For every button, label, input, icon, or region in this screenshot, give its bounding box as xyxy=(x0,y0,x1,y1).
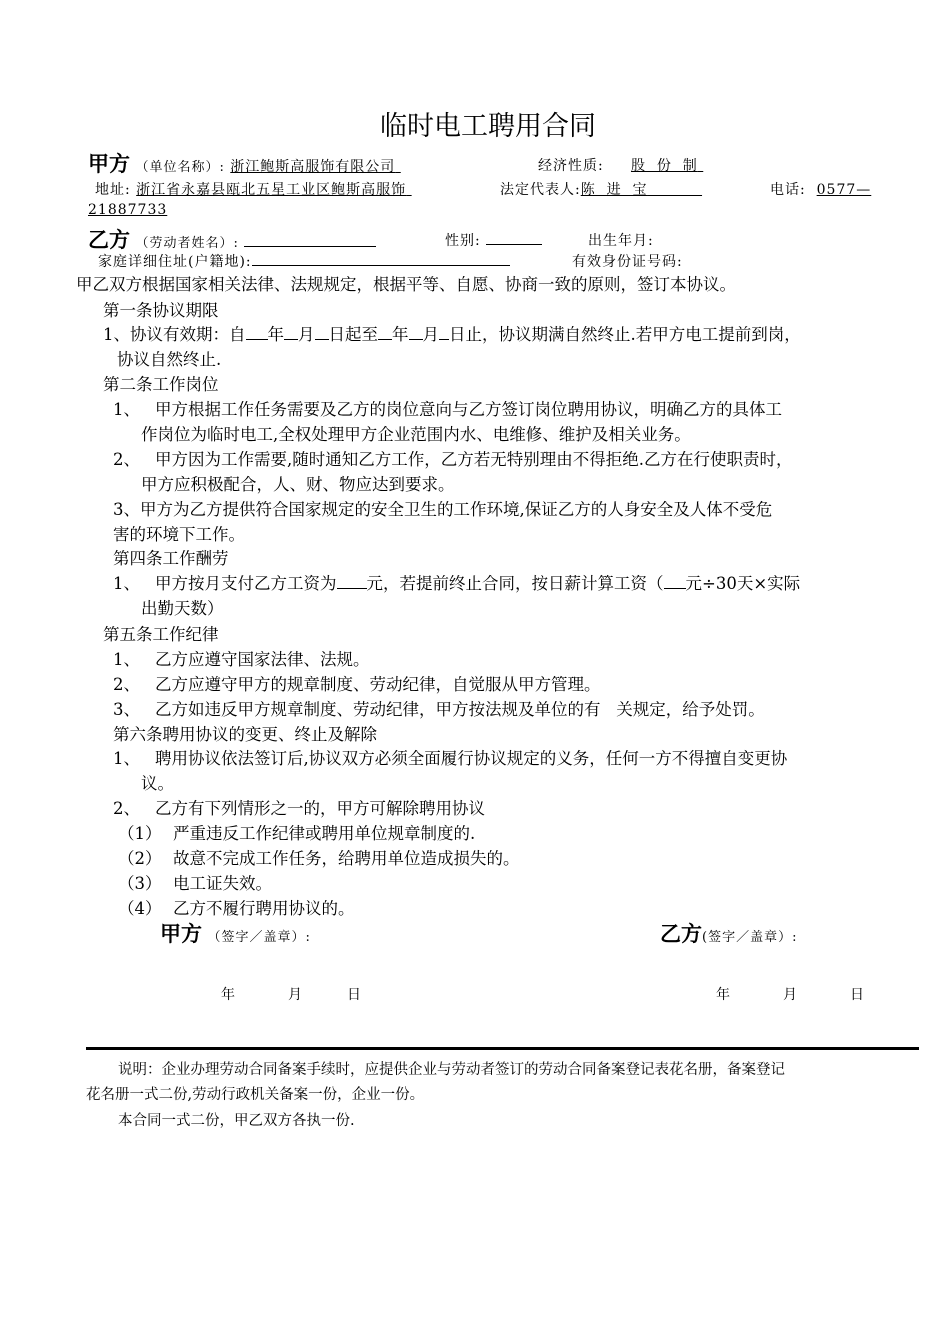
article5-heading: 第五条工作纪律 xyxy=(103,625,219,644)
article1-item1 xyxy=(103,322,801,347)
sig-b-month: 月 xyxy=(783,987,798,1003)
party-a-address-row xyxy=(95,179,412,199)
sig-a-month: 月 xyxy=(288,987,303,1003)
a1-text-a: 1、协议有效期：自 xyxy=(103,325,246,344)
a1-text-b: 年 xyxy=(267,325,284,344)
party-b-birth xyxy=(588,230,654,250)
article2-item3-l2: 害的环境下工作。 xyxy=(113,525,245,544)
party-a-name-row xyxy=(88,148,401,178)
article5-item1-text: 乙方应遵守国家法律、法规。 xyxy=(155,650,370,669)
phone-value-b: 21887733 xyxy=(88,202,168,218)
party-a-name-value: 浙江鲍斯高服饰有限公司 xyxy=(230,159,396,175)
sub-item-4-num: （4） xyxy=(118,899,162,918)
article2-item2-l1: 甲方因为工作需要,随时通知乙方工作，乙方若无特别理由不得拒绝.乙方在行使职责时， xyxy=(155,450,793,469)
econ-value: 股 份 制 xyxy=(630,158,698,174)
article2-item1-l2: 作岗位为临时电工,全权处理甲方企业范围内水、电维修、维护及相关业务。 xyxy=(141,425,691,444)
sub-item-1-num: （1） xyxy=(118,824,162,843)
party-b-gender xyxy=(445,230,542,250)
article2-item1-l1: 甲方根据工作任务需要及乙方的岗位意向与乙方签订岗位聘用协议，明确乙方的具体工 xyxy=(155,400,782,419)
a1-text-g: 日止，协议期满自然终止.若甲方电工提前到岗， xyxy=(449,325,801,344)
article2-heading: 第二条工作岗位 xyxy=(103,375,219,394)
sig-b-note: (签字／盖章）: xyxy=(702,930,798,945)
article1-heading: 第一条协议期限 xyxy=(103,301,219,320)
sub-item-3-text: 电工证失效。 xyxy=(173,874,272,893)
econ-label: 经济性质: xyxy=(538,158,604,174)
divider-line xyxy=(86,1047,919,1050)
party-b-addr-blank xyxy=(252,251,510,266)
note-line-1: 说明：企业办理劳动合同备案手续时，应提供企业与劳动者签订的劳动合同备案登记表花名册，备案登记 xyxy=(118,1062,785,1078)
party-a-addr-value: 浙江省永嘉县瓯北五星工业区鲍斯高服饰 xyxy=(136,182,407,198)
article5-item2-text: 乙方应遵守甲方的规章制度、劳动纪律，自觉服从甲方管理。 xyxy=(155,675,601,694)
article6-item2-num: 2、 xyxy=(113,799,140,818)
sub-item-4-text: 乙方不履行聘用协议的。 xyxy=(173,899,355,918)
party-a-econ xyxy=(538,155,703,175)
article5-item3-text: 乙方如违反甲方规章制度、劳动纪律，甲方按法规及单位的有 关规定，给予处罚。 xyxy=(155,700,765,719)
sig-a-label: 甲方 xyxy=(160,922,202,946)
document-title: 临时电工聘用合同 xyxy=(380,111,596,142)
article6-item1-l1: 聘用协议依法签订后,协议双方必须全面履行协议规定的义务，任何一方不得擅自变更协 xyxy=(155,749,788,768)
a4-text-a: 甲方按月支付乙方工资为 xyxy=(155,574,337,593)
article4-heading: 第四条工作酬劳 xyxy=(113,549,229,568)
a4-text-c: 元÷30天×实际 xyxy=(685,574,801,593)
sig-a-note: （签字／盖章）: xyxy=(207,930,311,945)
article5-item2-num: 2、 xyxy=(113,675,140,694)
sub-item-2-text: 故意不完成工作任务，给聘用单位造成损失的。 xyxy=(173,849,520,868)
a4-text-b: 元，若提前终止合同，按日薪计算工资（ xyxy=(366,574,664,593)
party-a-label: 甲方 xyxy=(88,152,130,176)
article1-item1-cont: 协议自然终止. xyxy=(117,350,222,369)
intro-text: 甲乙双方根据国家相关法律、法规规定，根据平等、自愿、协商一致的原则，签订本协议。 xyxy=(76,275,736,294)
article2-item1-num: 1、 xyxy=(113,400,140,419)
party-b-id xyxy=(572,251,683,271)
sub-item-2-num: （2） xyxy=(118,849,162,868)
a1-text-f: 月 xyxy=(422,325,439,344)
id-label: 有效身份证号码: xyxy=(572,254,683,270)
phone-value-a: 0577— xyxy=(816,182,872,198)
birth-label: 出生年月: xyxy=(588,233,654,249)
party-b-name-row xyxy=(88,224,376,254)
gender-blank xyxy=(486,230,542,245)
article2-item3-l1: 3、甲方为乙方提供符合国家规定的安全卫生的工作环境,保证乙方的人身安全及人体不受危 xyxy=(113,500,773,519)
party-b-signature xyxy=(660,918,797,948)
article6-heading: 第六条聘用协议的变更、终止及解除 xyxy=(113,725,377,744)
phone-label: 电话: xyxy=(770,182,806,198)
a1-text-d: 日起至 xyxy=(328,325,378,344)
article4-item1-num: 1、 xyxy=(113,574,140,593)
sig-a-year: 年 xyxy=(221,987,236,1003)
note-line-2: 花名册一式二份,劳动行政机关备案一份，企业一份。 xyxy=(86,1087,425,1103)
party-a-name-label: （单位名称）: xyxy=(135,160,225,175)
article4-item1 xyxy=(155,571,800,596)
party-b-label: 乙方 xyxy=(88,228,130,252)
sub-item-1-text: 严重违反工作纪律或聘用单位规章制度的. xyxy=(173,824,476,843)
a1-text-c: 月 xyxy=(298,325,315,344)
article5-item1-num: 1、 xyxy=(113,650,140,669)
legal-value: 陈 进 宝 xyxy=(580,182,648,198)
article2-item2-num: 2、 xyxy=(113,450,140,469)
party-b-name-label: （劳动者姓名）: xyxy=(135,236,239,251)
party-b-addr-label: 家庭详细住址(户籍地): xyxy=(98,254,252,270)
party-a-phone xyxy=(770,179,871,199)
note-line-3: 本合同一式二份，甲乙双方各执一份. xyxy=(118,1113,355,1129)
article4-item1-l2: 出勤天数） xyxy=(141,599,224,618)
sig-b-year: 年 xyxy=(716,987,731,1003)
party-a-addr-label: 地址: xyxy=(95,182,131,198)
legal-label: 法定代表人: xyxy=(500,182,581,198)
party-a-signature xyxy=(160,918,311,948)
article2-item2-l2: 甲方应积极配合，人、财、物应达到要求。 xyxy=(141,475,455,494)
article6-item2-text: 乙方有下列情形之一的，甲方可解除聘用协议 xyxy=(155,799,485,818)
a1-text-e: 年 xyxy=(392,325,409,344)
article6-item1-l2: 议。 xyxy=(141,774,174,793)
party-b-name-blank xyxy=(244,232,376,247)
article5-item3-num: 3、 xyxy=(113,700,140,719)
sub-item-3-num: （3） xyxy=(118,874,162,893)
sig-b-label: 乙方 xyxy=(660,922,702,946)
gender-label: 性别: xyxy=(445,233,481,249)
party-b-address-row xyxy=(98,251,510,271)
article6-item1-num: 1、 xyxy=(113,749,140,768)
party-a-legal xyxy=(500,179,702,199)
sig-a-day: 日 xyxy=(347,987,362,1003)
sig-b-day: 日 xyxy=(850,987,865,1003)
